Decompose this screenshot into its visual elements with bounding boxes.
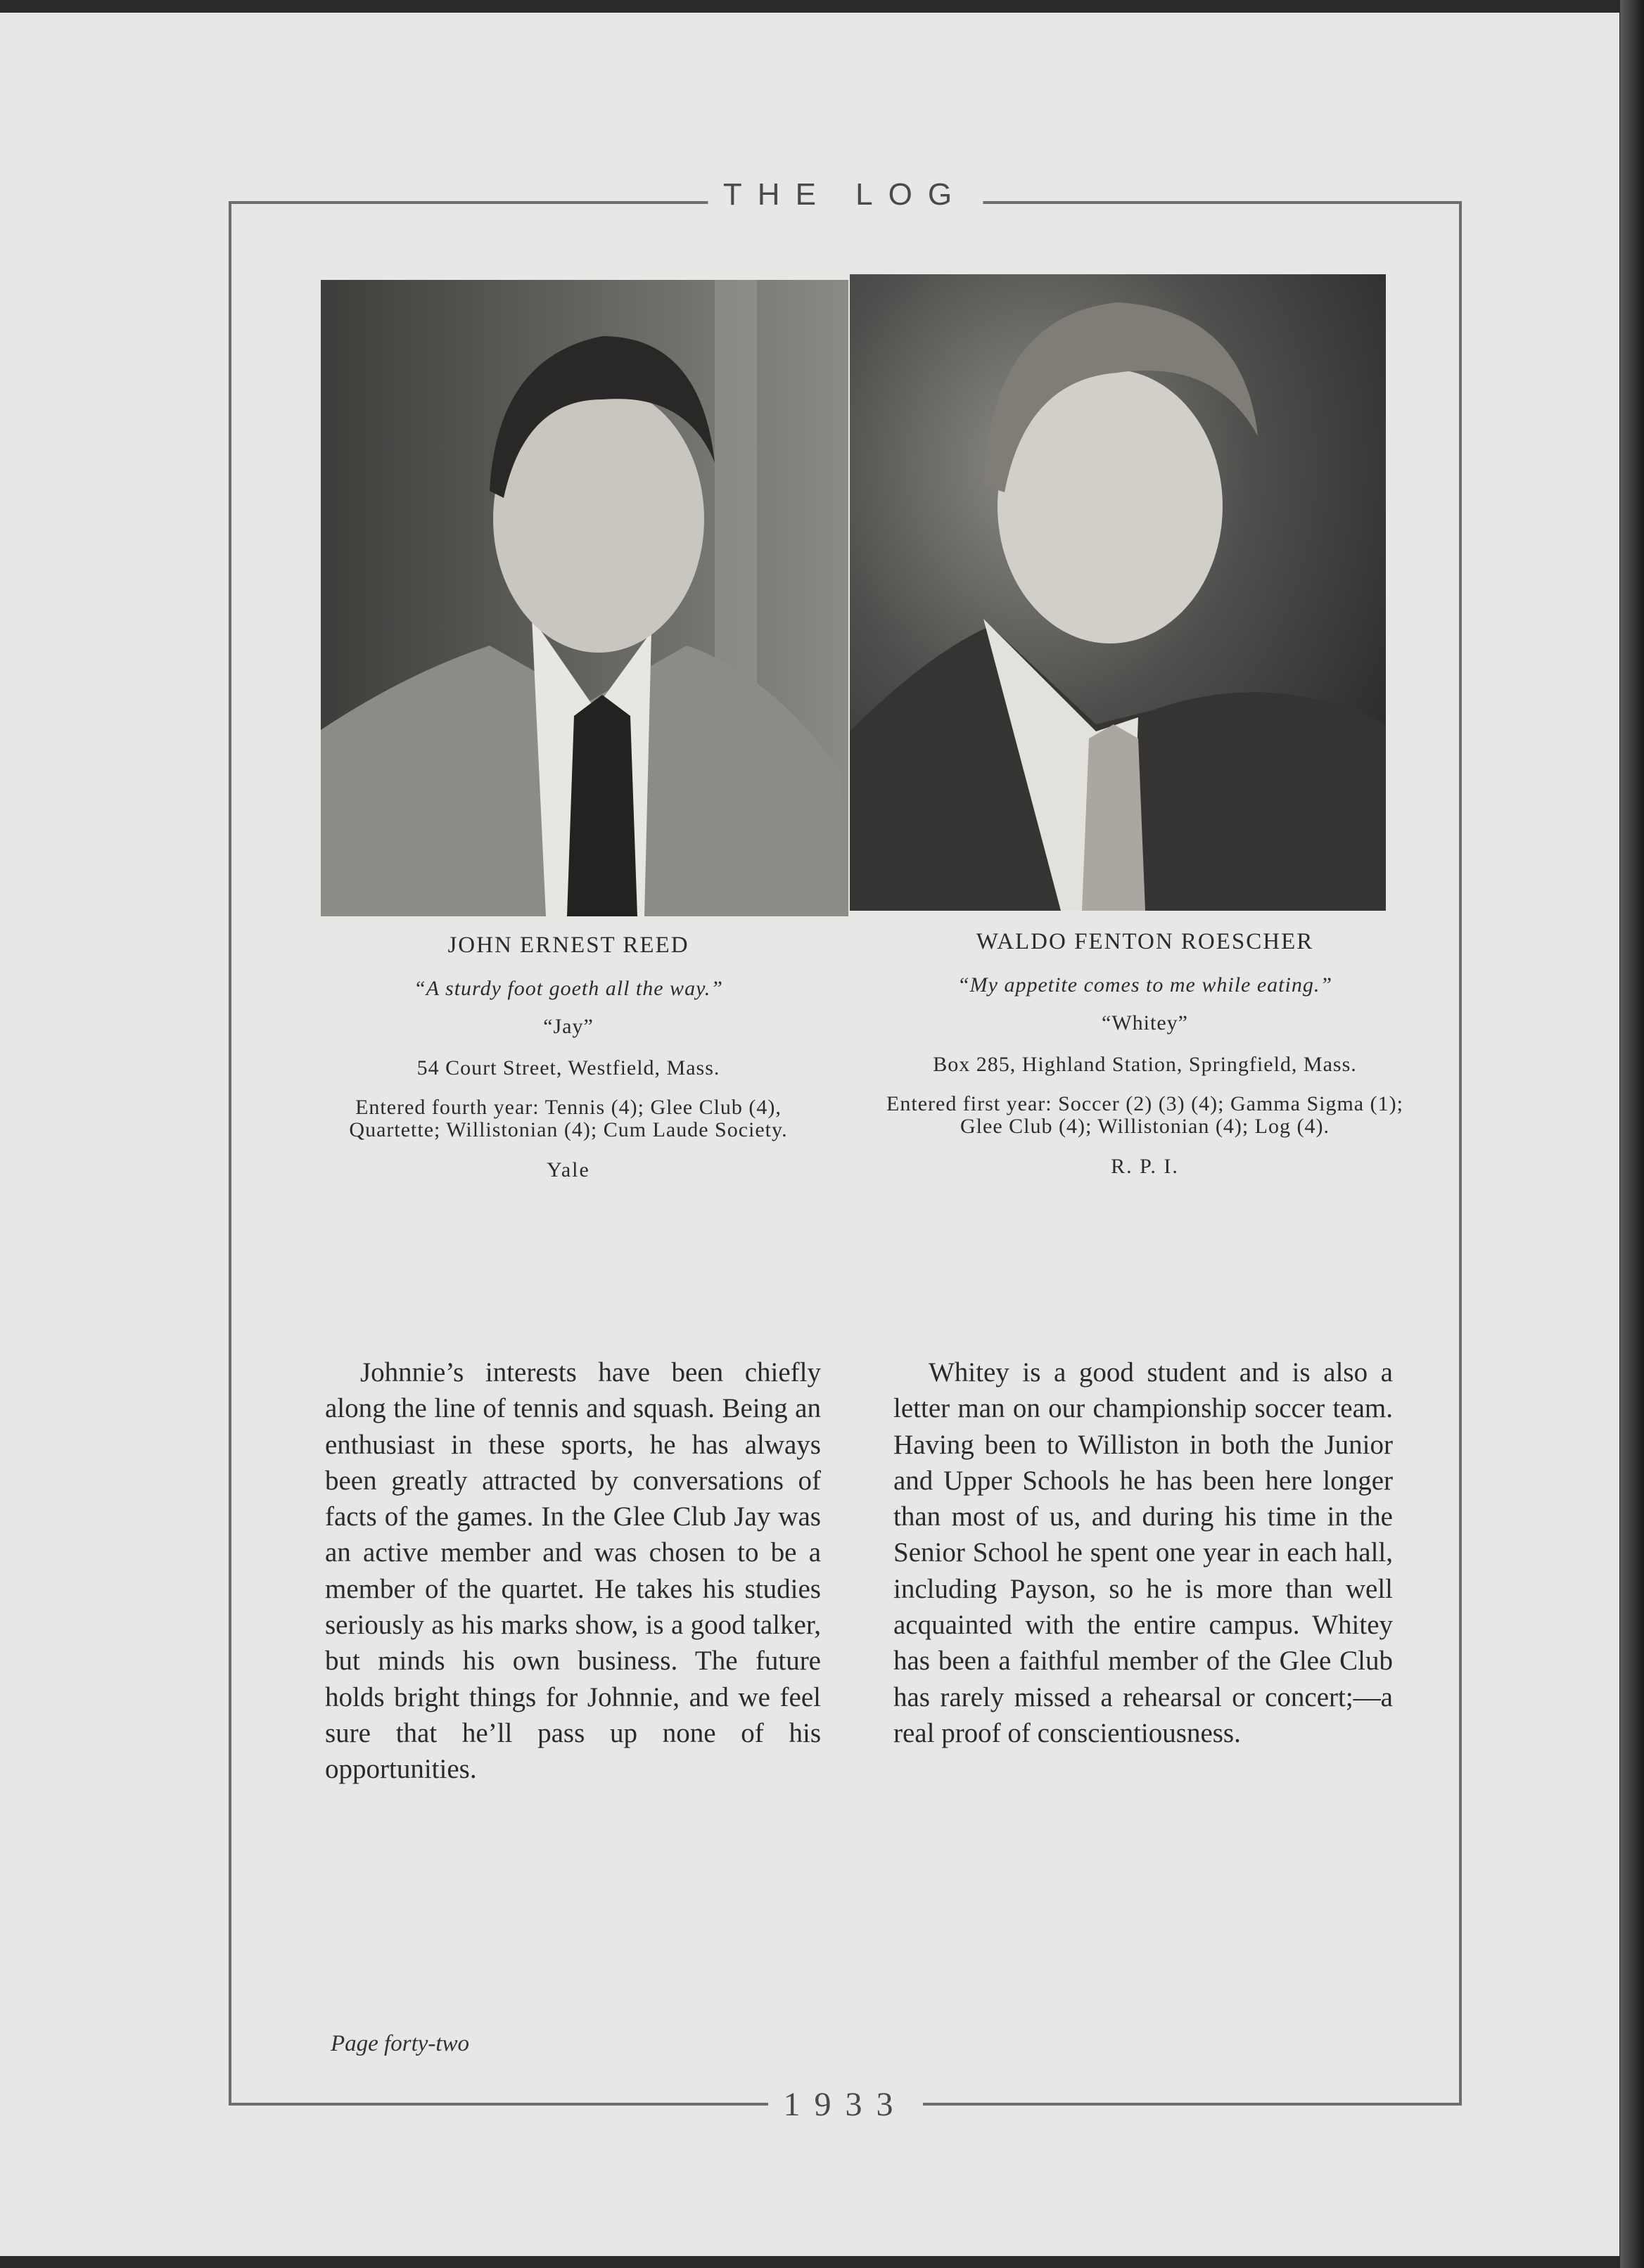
student-address: Box 285, Highland Station, Springfield, Mass. <box>933 1053 1357 1076</box>
essay-roescher: Whitey is a good student and is also a letter man on our championship soccer team. Having been to Williston in both the Junior and Upper Schools he has been here longer than most of us, and during his time in the Senior School he spent one year in each hall, including Payson, so he is more than well acquainted with the entire campus. Whitey has been a faithful member of the Glee Club has rarely missed a rehearsal or concert;—a real proof of conscientiousness. <box>893 1357 1393 1748</box>
portrait-reed-image <box>321 280 848 916</box>
student-record: Entered fourth year: Tennis (4); Glee Club (4), Quartette; Willistonian (4); Cum Laude Society. <box>349 1096 788 1141</box>
student-name: WALDO FENTON ROESCHER <box>976 929 1314 954</box>
student-college: R. P. I. <box>1111 1155 1179 1178</box>
student-info-reed <box>315 927 822 1182</box>
footer-year: 1933 <box>768 2085 923 2124</box>
portrait-roescher-image <box>850 274 1386 911</box>
student-nickname: “Whitey” <box>1102 1011 1188 1034</box>
student-info-roescher <box>883 923 1407 1179</box>
book-binding-edge <box>1620 0 1644 2268</box>
student-name: JOHN ERNEST REED <box>447 933 689 958</box>
student-nickname: “Jay” <box>543 1015 594 1038</box>
header-title: THE LOG <box>708 177 983 212</box>
student-motto: “My appetite comes to me while eating.” <box>957 973 1333 997</box>
portrait-photo-roescher <box>850 274 1386 911</box>
student-motto: “A sturdy foot goeth all the way.” <box>414 977 723 1000</box>
yearbook-page <box>0 13 1619 2256</box>
student-record: Entered first year: Soccer (2) (3) (4); Gamma Sigma (1); Glee Club (4); Willistonian (4); Log (4). <box>886 1092 1403 1138</box>
essay-reed: Johnnie’s interests have been chiefly along the line of tennis and squash. Being an enthusiast in these sports, he has always been greatly attracted by conversations of facts of the games. In the Glee Club Jay was an active member and was chosen to be a member of the quartet. He takes his studies seriously as his marks show, is a good talker, but minds his own business. The future holds bright things for Johnnie, and we feel sure that he’ll pass up none of his opportunities. <box>325 1357 821 1785</box>
portrait-photo-reed <box>321 280 848 916</box>
student-address: 54 Court Street, Westfield, Mass. <box>416 1056 720 1079</box>
student-college: Yale <box>547 1158 590 1181</box>
page-number: Page forty-two <box>331 2031 470 2056</box>
